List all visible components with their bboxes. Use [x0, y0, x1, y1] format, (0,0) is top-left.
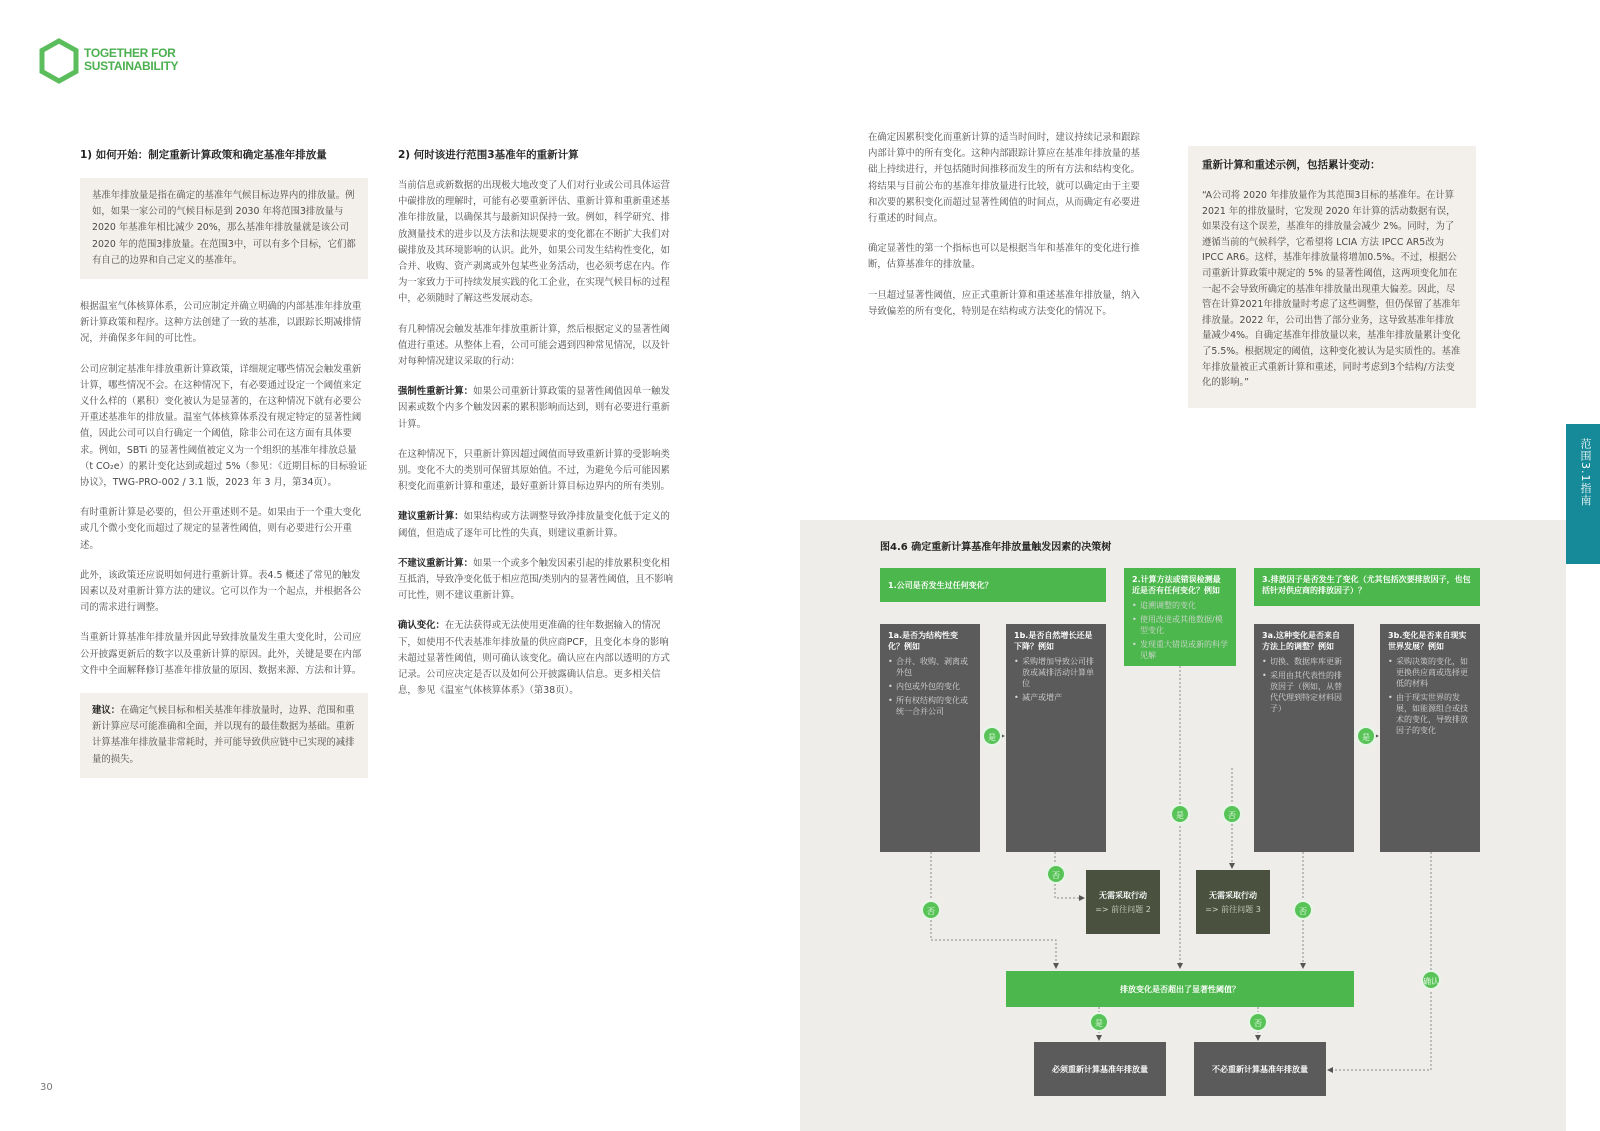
hexagon-logo-icon [38, 38, 80, 84]
must-recalculate-node: 必须重新计算基准年排放量 [1034, 1042, 1166, 1096]
yes-badge: 是 [1170, 804, 1190, 824]
list-item: • 合并、收购、剥离或外包 [888, 656, 972, 678]
threshold-node: 排放变化是否超出了显著性阈值？ [1006, 971, 1354, 1007]
no-badge: 否 [1046, 864, 1066, 884]
paragraph: 当重新计算基准年排放量并因此导致排放量发生重大变化时，公司应公开披露更新后的数字以及重新计算的原因。此外，关键是要在内部文件中全面解释修订基准年排放量的原因、数据来源、方法和计算。 [80, 632, 362, 676]
list-item: • 所有权结构的变化或统一合并公司 [888, 695, 972, 717]
question-1b-node [1006, 624, 1106, 852]
list-item: • 发现重大错误或新的科学见解 [1132, 639, 1228, 661]
question-1-text: 1.公司是否发生过任何变化？ [888, 580, 993, 590]
no-badge: 否 [1222, 804, 1242, 824]
paragraph-body: 如果公司重新计算政策的显著性阈值因单一触发因素或数个内多个触发因素的累积影响而达到，则有必要进行重新计算。 [398, 386, 670, 430]
logo-text [84, 47, 178, 73]
yes-badge: 是 [982, 726, 1002, 746]
no-action-sub: => 前往问题 2 [1095, 904, 1151, 914]
yes-badge: 是 [1356, 726, 1376, 746]
question-1-node [880, 568, 1106, 602]
question-3b-text: 3b.变化是否来自现实世界发展？例如 [1388, 631, 1467, 651]
logo-line2: SUSTAINABILITY [84, 59, 179, 73]
question-3a-text: 3a.这种变化是否来自方法上的调整？例如 [1262, 631, 1341, 651]
paragraph-body: 在无法获得或无法使用更准确的往年数据输入的情况下，如使用不代表基准年排放量的供应商PCF，且变化本身的影响未超过显著性阈值，则可确认该变化。确认应在内部以透明的方式记录。公司应决定是否以及如何公开披露确认信息。更多相关信息，参见《温室气体核算体系》（第38页）。 [398, 620, 670, 697]
confirm-badge: 确认 [1421, 970, 1441, 990]
logo-line1: TOGETHER FOR [84, 46, 176, 60]
right-text-column [868, 130, 1146, 334]
question-1b-list [1014, 656, 1098, 703]
logo [38, 38, 178, 84]
question-2-list [1132, 600, 1228, 661]
question-3-text: 3.排放因子是否发生了变化（尤其包括次要排放因子，也包括针对供应商的排放因子）？ [1262, 575, 1471, 595]
paragraph: 有几种情况会触发基准年排放重新计算，然后根据定义的显著性阈值进行重述。从整体上看，公司可能会遇到四种常见情况，以及针对每种情况建议采取的行动： [398, 323, 670, 368]
question-1a-node [880, 624, 980, 852]
paragraph: 根据温室气体核算体系，公司应制定并确立明确的内部基准年排放重新计算政策和程序。这种方法创建了一致的基准，以跟踪长期减排情况，并确保多年间的可比性。 [80, 301, 362, 345]
section-heading-2: 2) 何时该进行范围3基准年的重新计算 [398, 149, 579, 161]
left-column [80, 148, 368, 778]
list-item: • 内包或外包的变化 [888, 681, 972, 692]
definition-box [80, 178, 368, 279]
question-2-node [1124, 568, 1236, 666]
list-item: • 使用改进或其他数据/模型变化 [1132, 614, 1228, 636]
no-action-sub: => 前往问题 3 [1205, 904, 1261, 914]
yes-badge: 是 [1089, 1012, 1109, 1032]
paragraph [398, 618, 678, 699]
no-badge: 否 [921, 900, 941, 920]
list-item: • 采用由其代表性的排放因子（例如，从替代代理到特定材料因子） [1262, 670, 1346, 714]
definition-text: 基准年排放量是指在确定的基准年气候目标边界内的排放量。例如，如果一家公司的气候目标是到 2030 年将范围3排放量与 2020 年基准年相比减少 20%，那么基准年排放量就是该公司 2020 年的范围3排放量。在范围3中，可以有多个目标，它们都有自己的边界和自己定义的基准年。 [92, 190, 356, 266]
no-action-text: 无需采取行动 [1099, 890, 1147, 900]
paragraph: 此外，该政策还应说明如何进行重新计算。表4.5 概述了常见的触发因素以及对重新计算方法的建议。它可以作为一个起点，并根据各公司的需求进行调整。 [80, 569, 362, 614]
paragraph: 确定显著性的第一个指标也可以是根据当年和基准年的变化进行推断，估算基准年的排放量。 [868, 243, 1140, 271]
paragraph-body: 如果一个或多个触发因素引起的排放累积变化相互抵消，导致净变化低于相应范围/类别内的显著性阈值，且不影响可比性，则不建议重新计算。 [398, 557, 674, 602]
list-item: • 追溯调整的变化 [1132, 600, 1228, 611]
lead-term: 强制性重新计算： [398, 386, 474, 398]
paragraph [398, 556, 678, 605]
list-item: • 采购增加导致公司排放或减排活动计算单位 [1014, 656, 1098, 689]
list-item: • 由于现实世界的发展，如能源组合或技术的变化，导致排放因子的变化 [1388, 692, 1472, 736]
question-3-node [1254, 568, 1480, 606]
section-heading-1: 1) 如何开始：制定重新计算政策和确定基准年排放量 [80, 149, 327, 161]
lead-term: 确认变化： [398, 620, 445, 632]
paragraph: 有时重新计算是必要的，但公开重述则不是。如果由于一个重大变化或几个微小变化而超过了规定的显著性阈值，则有必要进行公开重述。 [80, 507, 362, 551]
tip-box [80, 693, 368, 778]
no-action-node-3 [1196, 870, 1270, 934]
paragraph: 公司应制定基准年排放重新计算政策，详细规定哪些情况会触发重新计算，哪些情况不会。在这种情况下，有必要通过设定一个阈值来定义什么样的（累积）变化被认为是显著的，在这种情况下就有必要公开重述基准年的排放量。温室气体核算体系没有规定特定的显著性阈值，因此公司可以自行确定一个阈值，除非公司在这方面有具体要求。例如，SBTi 的显著性阈值被定义为一个组织的基准年排放总量（t CO₂e）的累计变化达到或超过 5%（参见：《近期目标的目标验证协议》，TWG-PRO-002 / 3.1 版，2023 年 3 月，第34页）。 [80, 363, 368, 489]
paragraph: 当前信息或新数据的出现极大地改变了人们对行业或公司具体运营中碳排放的理解时，可能有必要重新评估、重新计算和重新重述基准年排放量，以确保其与最新知识保持一致。例如，科学研究、排放测量技术的进步以及方法和法规要求的变化都在不断扩大我们对碳排放及其环境影响的认识。此外，如果公司发生结构性变化，如合并、收购、资产剥离或外包某些业务活动，也必须考虑在内。作为一家致力于可持续发展实践的化工企业，在实现气候目标的过程中，必须随时了解这些发展动态。 [398, 180, 670, 305]
no-action-node-2 [1086, 870, 1160, 934]
paragraph [398, 509, 678, 541]
paragraph: 在这种情况下，只重新计算因超过阈值而导致重新计算的受影响类别。变化不大的类别可保留其原始值。不过，为避免今后可能因累积变化而重新计算和重述，最好重新计算目标边界内的所有类别。 [398, 448, 670, 493]
figure-title: 图4.6 确定重新计算基准年排放量触发因素的决策树 [880, 542, 1112, 553]
question-2-text: 2.计算方法或错误检测最近是否有任何变化？例如 [1132, 575, 1221, 595]
not-needed-node: 不必重新计算基准年排放量 [1194, 1042, 1326, 1096]
middle-column [398, 148, 678, 713]
page-number-left: 30 [40, 1082, 53, 1093]
question-3a-node [1254, 624, 1354, 852]
question-3b-node [1380, 624, 1480, 852]
section-tab-label: 范围3.1指南 [1579, 438, 1592, 507]
paragraph [398, 384, 678, 433]
tip-body: 在确定气候目标和相关基准年排放量时，边界、范围和重新计算应尽可能准确和全面，并以现有的最佳数据为基础。重新计算基准年排放量非常耗时，并可能导致供应链中已实现的减排量的损失。 [92, 705, 355, 765]
section-tab [1566, 424, 1600, 564]
no-action-text: 无需采取行动 [1209, 890, 1257, 900]
example-text: “A公司将 2020 年排放量作为其范围3目标的基准年。在计算 2021 年的排放量时，它发现 2020 年计算的活动数据有误，如果没有这个误差，基准年的排放量会减少 2%。同时，为了遵循当前的气候科学，它希望将 LCIA 方法 IPCC AR5改为 IPCC AR6。这样，基准年排放量将增加0.5%。不过，根据公司重新计算政策中规定的 5% 的显著性阈值，这两项变化加在一起不会导致所确定的基准年排放量出现重大偏差。因此，尽管在计算2021年排放量时考虑了这些调整，但仍保留了基准年排放量。2022 年，公司出售了部分业务，这导致基准年排放量减少4%。自确定基准年排放量以来，基准年排放量累计变化了5.5%。根据规定的阈值，这种变化被认为是实质性的。基准年排放量被正式重新计算和重述，同时考虑到3个结构/方法变化的影响。” [1202, 190, 1461, 389]
tip-lead: 建议： [92, 705, 121, 717]
list-item: • 减产或增产 [1014, 692, 1098, 703]
list-item: • 采购决策的变化，如更换供应商或选择更低的材料 [1388, 656, 1472, 689]
paragraph: 在确定因累积变化而重新计算的适当时间时，建议持续记录和跟踪内部计算中的所有变化。这种内部跟踪计算应在基准年排放量的基础上持续进行，并包括随时间推移而发生的所有方法和结构变化。将结果与目前公布的基准年排放量进行比较，就可以确定由于主要和次要的累积变化而超过显著性阈值的时间点，从而确定有必要进行重述的时间点。 [868, 132, 1140, 225]
question-1a-text: 1a.是否为结构性变化？例如 [888, 631, 959, 651]
paragraph: 一旦超过显著性阈值，应正式重新计算和重述基准年排放量，纳入导致偏差的所有变化，特别是在结构或方法变化的情况下。 [868, 289, 1140, 317]
question-1a-list [888, 656, 972, 717]
tip-text [92, 703, 356, 768]
question-3a-list [1262, 656, 1346, 714]
lead-term: 不建议重新计算： [398, 557, 474, 569]
no-badge: 否 [1293, 900, 1313, 920]
lead-term: 建议重新计算： [398, 511, 464, 523]
question-3b-list [1388, 656, 1472, 736]
list-item: • 切换、数据库库更新 [1262, 656, 1346, 667]
paragraph-body: 如果结构或方法调整导致净排放量变化低于定义的阈值，但造成了逐年可比性的失真，则建议重新计算。 [398, 511, 670, 539]
question-1b-text: 1b.是否自然增长还是下降？例如 [1014, 631, 1093, 651]
example-box [1188, 146, 1476, 408]
no-badge: 否 [1248, 1012, 1268, 1032]
example-heading: 重新计算和重述示例，包括累计变动： [1202, 159, 1381, 171]
